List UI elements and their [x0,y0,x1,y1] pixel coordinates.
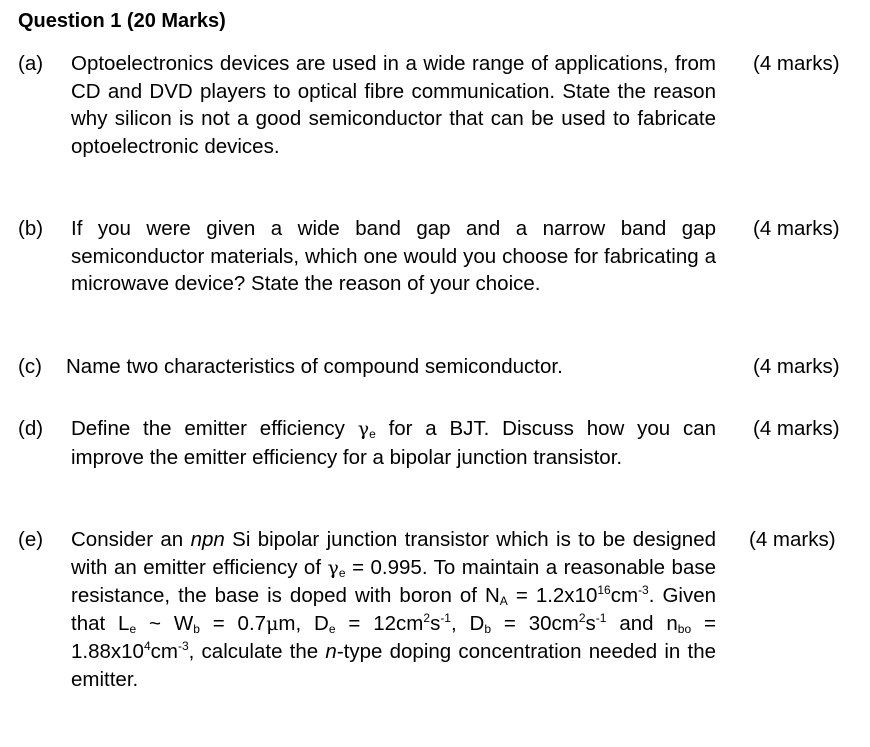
part-b-label: (b) [18,217,44,240]
e-t5: cm [610,584,639,607]
part-b-text: If you were given a wide band gap and a narrow band gap semiconductor materials, which one would you choose for fabricating a microwave device? State the reason of your choice. [71,217,716,295]
gamma-symbol: γ [327,556,339,579]
le-subscript: e [129,621,137,636]
e-t12: , D [450,611,485,635]
part-d-label: (d) [18,417,44,440]
e-t2: Si bipolar junction transistor which is to be designed with an emitter efficiency of [71,528,716,579]
question-heading: Question 1 (20 Marks) [18,10,226,32]
de-exponent-2: -1 [440,610,451,625]
wb-subscript: b [193,621,200,636]
e-t17: cm [150,640,178,663]
part-d-text-1: Define the emitter efficiency [71,417,345,440]
e-t4: = 1.2x10 [515,584,598,607]
part-c-marks: (4 marks) [753,355,840,378]
part-b-marks: (4 marks) [753,217,840,240]
na-subscript: A [499,594,508,608]
e-t10: = 12cm [348,611,424,635]
mu-symbol: μ [266,612,279,635]
nbo-exponent: 4 [143,639,151,653]
db-subscript: b [484,621,492,636]
part-d-marks: (4 marks) [753,417,840,440]
part-a-text: Optoelectronics devices are used in a wide range of applications, from CD and DVD players to optical fibre communication. State the reason why silicon is not a good semiconductor that can be used to fabricate optoelectronic devices. [71,52,716,158]
part-a-marks: (4 marks) [753,52,840,75]
e-t16: = 1.88x10 [71,611,716,663]
part-a-label: (a) [18,52,44,75]
e-t8: = 0.7 [212,611,267,635]
db-exponent-1: 2 [578,610,586,625]
e-t15: and n [619,611,678,635]
e-t3: = 0.995. To maintain a reasonable base resistance, the base is doped with boron of N [71,555,717,607]
e-t6: . Given that L [71,584,716,635]
e-t1: Consider an [71,528,184,551]
e-t19: -type doping concentration needed in the emitter. [71,640,716,691]
part-e-text [71,526,716,693]
part-e-marks: (4 marks) [749,528,836,551]
part-e-label: (e) [18,528,44,551]
n-type-term: n [325,640,337,663]
de-subscript: e [328,621,336,636]
part-c-text: Name two characteristics of compound semiconductor. [66,355,563,378]
nbo-unit-exponent: -3 [177,639,189,653]
gamma-subscript: e [338,565,346,580]
npn-term: npn [190,528,225,551]
e-t7: ~ W [149,611,194,635]
na-unit-exponent: -3 [638,583,649,597]
part-d-text [71,415,716,471]
gamma-symbol: γ [357,418,370,440]
e-t13: = 30cm [503,611,579,635]
e-t18: , calculate the [188,640,319,663]
part-c-label: (c) [18,355,42,378]
na-exponent: 16 [597,583,611,597]
e-t14: s [585,611,596,635]
part-d-text-2: for a BJT. Discuss how you can improve the emitter efficiency for a bipolar junction transistor. [71,417,717,469]
gamma-subscript: e [369,427,376,441]
de-exponent-1: 2 [423,610,431,625]
e-t11: s [430,611,441,635]
nbo-subscript: bo [677,621,692,636]
db-exponent-2: -1 [595,610,607,625]
e-t9: m, D [278,611,329,635]
